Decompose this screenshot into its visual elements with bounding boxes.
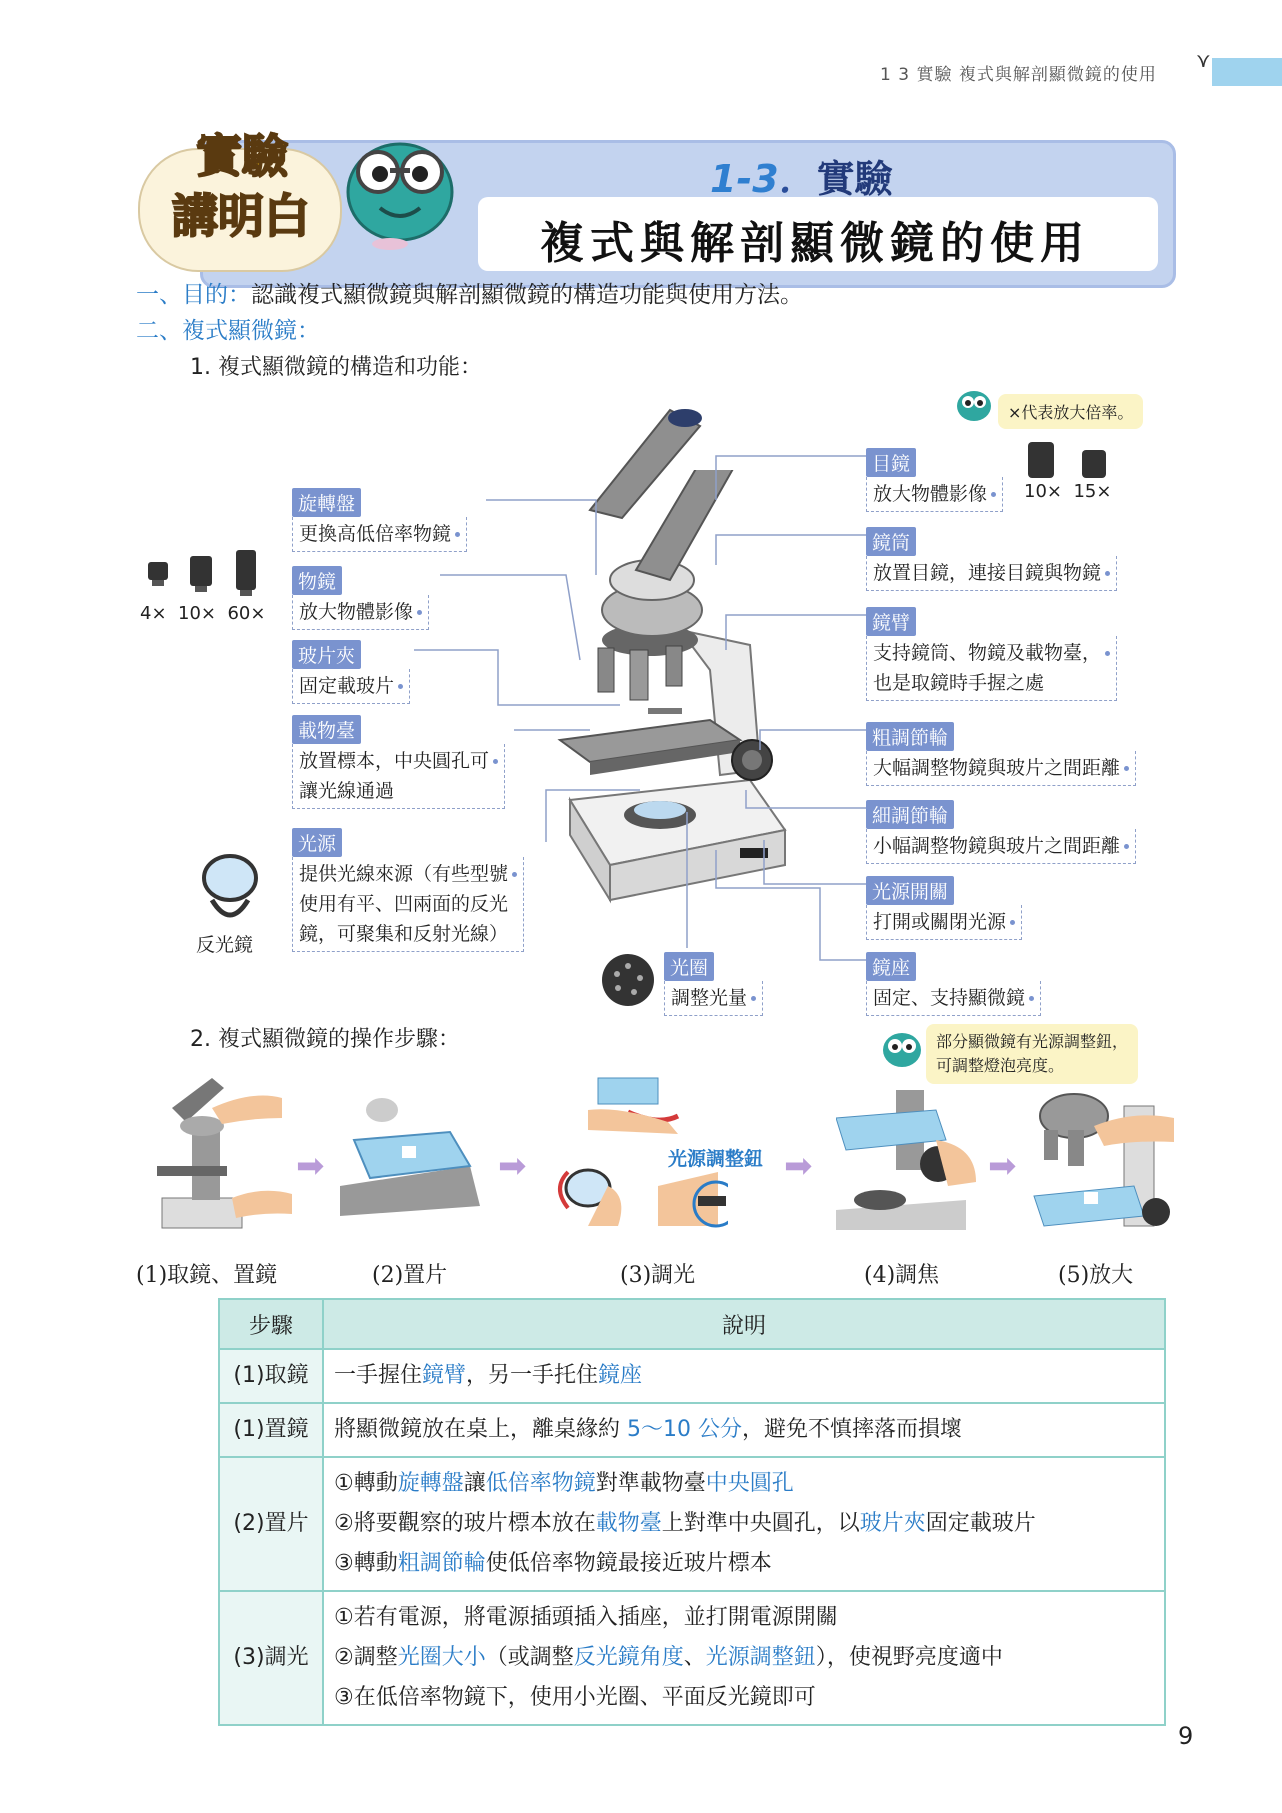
- lamp-knob-label: 光源調整鈕: [668, 1148, 764, 1170]
- subheading-structure: 1. 複式顯微鏡的構造和功能：: [190, 355, 482, 380]
- table-step-cell: (2)置片: [219, 1457, 323, 1591]
- badge-text-1: 實驗: [196, 129, 288, 183]
- table-description-cell: [323, 1349, 1165, 1403]
- description-text: 讓: [463, 1471, 486, 1496]
- callout-eyepiece: 目鏡 放大物體影像: [866, 448, 1003, 512]
- table-step-cell: (3)調光: [219, 1591, 323, 1725]
- highlight-term: 鏡座: [598, 1363, 643, 1388]
- callout-arm: 鏡臂 支持鏡筒、物鏡及載物臺， 也是取鏡時手握之處: [866, 607, 1117, 701]
- table-row: [219, 1403, 1165, 1457]
- highlight-term: 旋轉盤: [397, 1471, 464, 1496]
- highlight-term: 載物臺: [595, 1511, 662, 1536]
- highlight-term: 光圈大小: [397, 1645, 486, 1670]
- table-row: [219, 1457, 1165, 1591]
- running-header: 1 3 實驗 複式與解剖顯微鏡的使用: [880, 65, 1157, 85]
- description-text: 、: [683, 1645, 706, 1670]
- description-text: 將顯微鏡放在桌上，離桌緣約: [334, 1417, 627, 1442]
- callout-diaphragm: 光圈 調整光量: [664, 952, 763, 1016]
- callout-stage: 載物臺 放置標本，中央圓孔可 讓光線通過: [292, 715, 505, 809]
- description-line: [334, 1678, 1154, 1718]
- description-text: ，避免不慎摔落而損壞: [742, 1417, 963, 1442]
- description-line: [334, 1356, 1154, 1396]
- step-4-image: [836, 1090, 976, 1230]
- arrow-right-icon: ➡: [784, 1146, 813, 1186]
- callout-tube: 鏡筒 放置目鏡，連接目鏡與物鏡: [866, 527, 1117, 591]
- callout-base: 鏡座 固定、支持顯微鏡: [866, 952, 1041, 1016]
- description-text: ③轉動: [334, 1551, 398, 1576]
- eyepiece-magnifications: 10× 15×: [1024, 481, 1112, 502]
- table-row: [219, 1591, 1165, 1725]
- highlight-term: 鏡臂: [422, 1363, 467, 1388]
- callout-objective: 物鏡 放大物體影像: [292, 566, 429, 630]
- objective-lenses-icon: [140, 548, 270, 598]
- description-line: [334, 1410, 1154, 1450]
- highlight-term: 粗調節輪: [397, 1551, 486, 1576]
- step-5-image: [1024, 1086, 1174, 1236]
- description-text: ②將要觀察的玻片標本放在: [334, 1511, 596, 1536]
- description-text: ①轉動: [334, 1471, 398, 1496]
- highlight-term: 光源調整鈕: [705, 1645, 816, 1670]
- table-header-description: 說明: [323, 1299, 1165, 1349]
- diaphragm-icon: [600, 952, 656, 1008]
- eyepieces-icon: [1022, 440, 1122, 482]
- arrow-right-icon: ➡: [988, 1146, 1017, 1186]
- callout-light-source: 光源 提供光線來源（有些型號 使用有平、凹兩面的反光 鏡，可聚集和反射光線）: [292, 828, 524, 952]
- table-row: [219, 1349, 1165, 1403]
- magnification-note: ×代表放大倍率。: [998, 394, 1143, 429]
- bird-icon: ⋎: [1196, 48, 1211, 72]
- table-header-step: 步驟: [219, 1299, 323, 1349]
- callout-fine-adjustment: 細調節輪 小幅調整物鏡與玻片之間距離: [866, 800, 1136, 864]
- step-caption-1: (1)取鏡、置鏡: [136, 1263, 278, 1288]
- table-description-cell: [323, 1591, 1165, 1725]
- description-text: （或調整: [485, 1645, 574, 1670]
- description-line: [334, 1544, 1154, 1584]
- step-1-image: [152, 1078, 292, 1238]
- description-text: 使低倍率物鏡最接近玻片標本: [485, 1551, 772, 1576]
- arrow-right-icon: ➡: [498, 1146, 527, 1186]
- description-text: ②調整: [334, 1645, 398, 1670]
- reflector-label: 反光鏡: [196, 934, 254, 956]
- step-caption-4: (4)調焦: [864, 1263, 940, 1288]
- description-text: ③在低倍率物鏡下，使用小光圈、平面反光鏡即可: [334, 1685, 816, 1710]
- table-step-cell: (1)取鏡: [219, 1349, 323, 1403]
- lamp-adjust-note: 部分顯微鏡有光源調整鈕， 可調整燈泡亮度。: [926, 1024, 1138, 1084]
- callout-light-switch: 光源開關 打開或關閉光源: [866, 876, 1022, 940]
- step-caption-2: (2)置片: [372, 1263, 448, 1288]
- step-2-image: [340, 1096, 480, 1216]
- callout-coarse-adjustment: 粗調節輪 大幅調整物鏡與玻片之間距離: [866, 722, 1136, 786]
- description-line: [334, 1504, 1154, 1544]
- description-line: [334, 1464, 1154, 1504]
- table-header-row: [219, 1299, 1165, 1349]
- objective-magnifications: 4× 10× 60×: [140, 603, 266, 624]
- operation-steps-table: [218, 1298, 1166, 1726]
- description-line: [334, 1598, 1154, 1638]
- highlight-term: 中央圓孔: [705, 1471, 794, 1496]
- description-text: ，另一手托住: [466, 1363, 599, 1388]
- highlight-term: 低倍率物鏡: [485, 1471, 596, 1496]
- table-step-cell: (1)置鏡: [219, 1403, 323, 1457]
- description-text: 一手握住: [334, 1363, 423, 1388]
- table-description-cell: [323, 1403, 1165, 1457]
- section-number: 1-3．實驗: [710, 157, 893, 201]
- description-text: 對準載物臺: [595, 1471, 706, 1496]
- mascot-small-icon-2: [880, 1028, 924, 1070]
- callout-stage-clip: 玻片夾 固定載玻片: [292, 640, 410, 704]
- highlight-term: 反光鏡角度: [573, 1645, 684, 1670]
- badge-text-2: 講明白: [172, 189, 310, 243]
- arrow-right-icon: ➡: [296, 1146, 325, 1186]
- description-text: ），使視野亮度適中: [815, 1645, 1003, 1670]
- step-caption-5: (5)放大: [1058, 1263, 1134, 1288]
- description-text: 固定載玻片: [925, 1511, 1036, 1536]
- purpose-line: 一、目的：認識複式顯微鏡與解剖顯微鏡的構造功能與使用方法。: [136, 282, 803, 308]
- highlight-term: 玻片夾: [859, 1511, 926, 1536]
- step-caption-3: (3)調光: [620, 1263, 696, 1288]
- description-text: ①若有電源，將電源插頭插入插座，並打開電源開關: [334, 1605, 838, 1630]
- page-title: 複式與解剖顯微鏡的使用: [540, 218, 1090, 269]
- highlight-term: 5～10 公分: [627, 1417, 742, 1442]
- table-description-cell: [323, 1457, 1165, 1591]
- reflector-mirror-icon: [198, 850, 262, 926]
- description-line: [334, 1638, 1154, 1678]
- subheading-operation: 2. 複式顯微鏡的操作步驟：: [190, 1027, 460, 1052]
- callout-revolving-nosepiece: 旋轉盤 更換高低倍率物鏡: [292, 488, 467, 552]
- section-2-heading: 二、複式顯微鏡：: [136, 318, 320, 344]
- description-text: 上對準中央圓孔，以: [661, 1511, 860, 1536]
- page-number: 9: [1178, 1722, 1194, 1750]
